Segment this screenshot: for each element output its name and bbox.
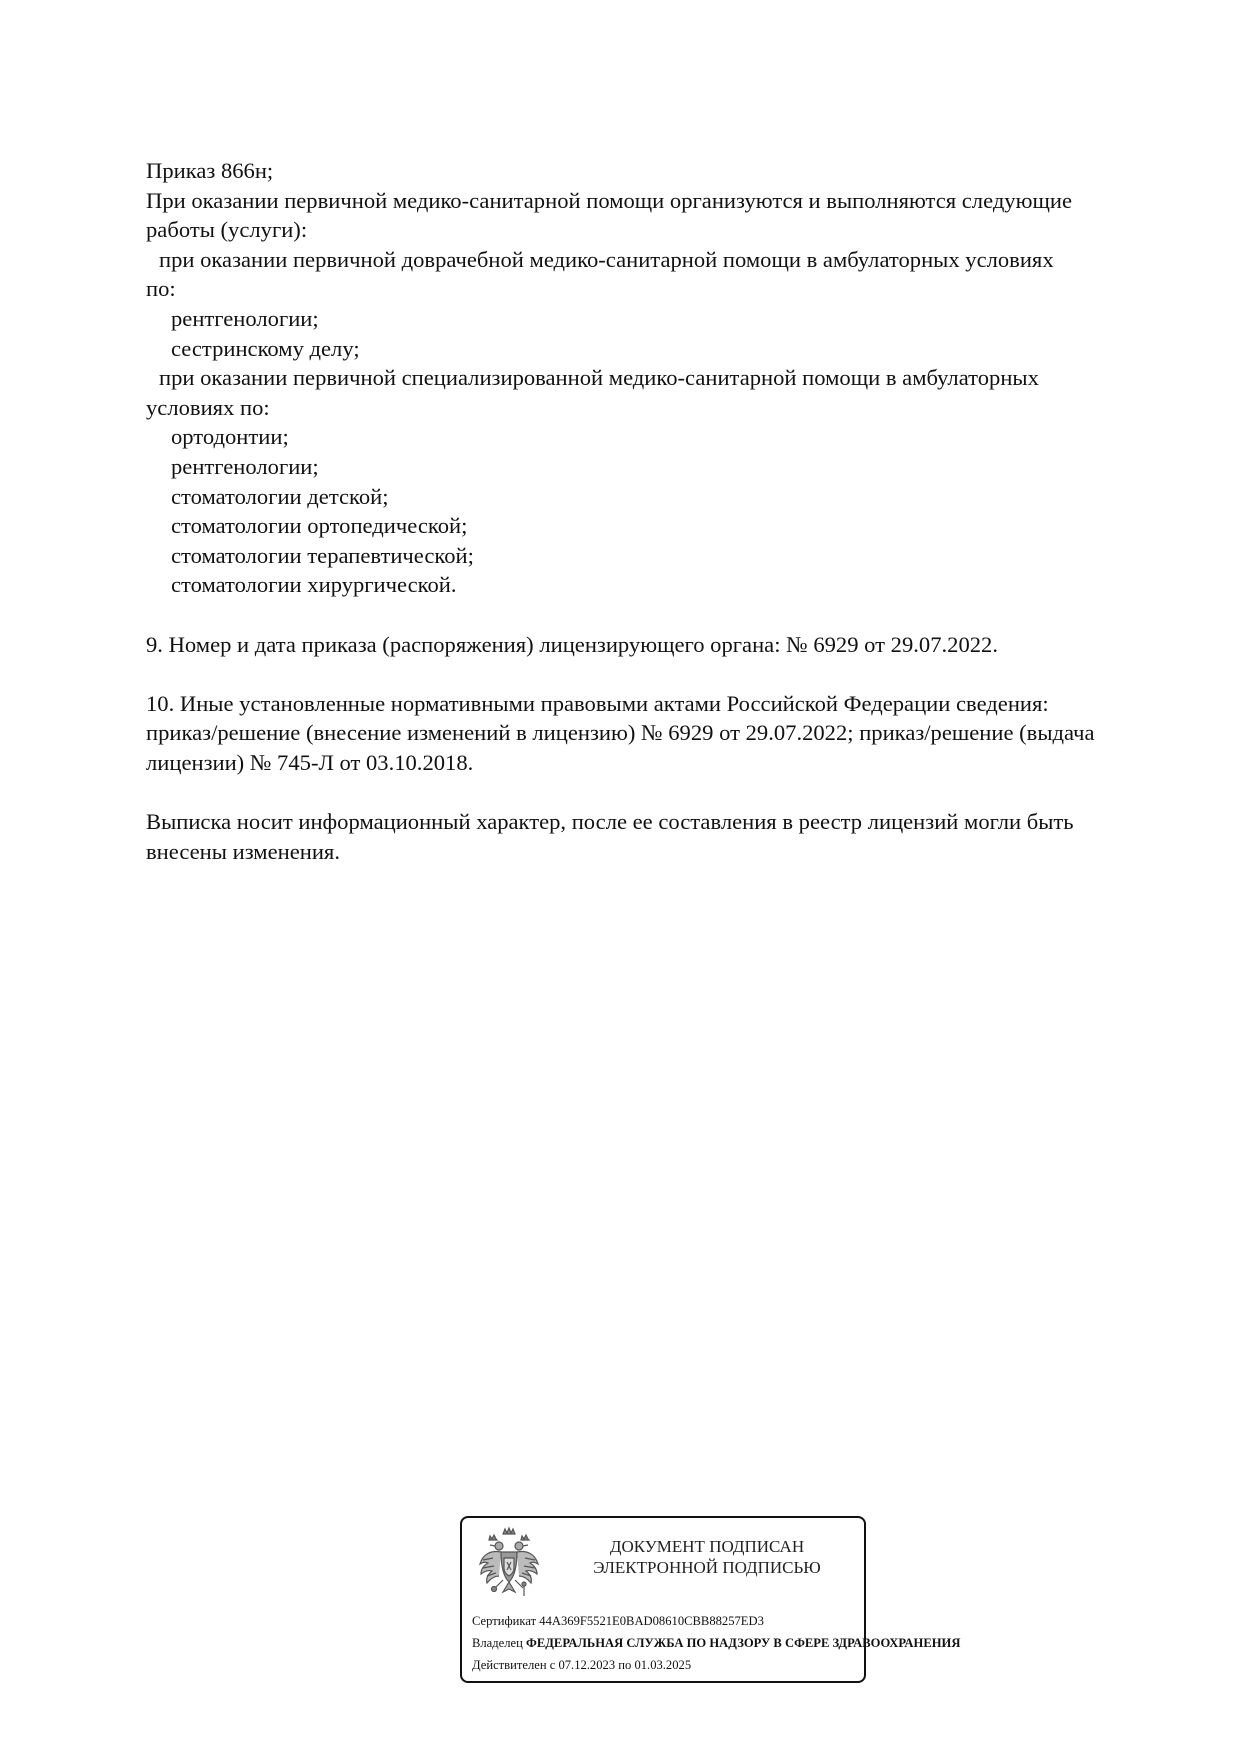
service-item: рентгенологии; — [171, 305, 319, 331]
service-item: ортодонтии; — [171, 424, 289, 450]
validity-period: Действителен с 07.12.2023 по 01.03.2025 — [472, 1658, 692, 1672]
disclaimer-line-1: Выписка носит информационный характер, после ее составления в реестр лицензий могли быть — [146, 809, 1074, 835]
stamp-title-line-2: ЭЛЕКТРОННОЙ ПОДПИСЬЮ — [593, 1558, 821, 1577]
services-intro-line-2: работы (услуги): — [146, 217, 308, 243]
russian-coat-of-arms-icon — [477, 1526, 541, 1606]
paragraph-gap — [146, 659, 1186, 689]
certificate-value: 44A369F5521E0BAD08610CBB88257ED3 — [539, 1614, 764, 1628]
service-item: стоматологии терапевтической; — [171, 542, 474, 568]
stamp-title-line-1: ДОКУМЕНТ ПОДПИСАН — [609, 1537, 805, 1556]
service-item: стоматологии ортопедической; — [171, 513, 468, 539]
specialized-care-heading-line-1: при оказании первичной специализированной медико-санитарной помощи в амбулаторных — [159, 365, 1039, 391]
stamp-details — [472, 1610, 960, 1676]
item-10-line-2: приказ/решение (внесение изменений в лицензию) № 6929 от 29.07.2022; приказ/решение (выдача — [146, 720, 1095, 746]
item-10-line-1: 10. Иные установленные нормативными правовыми актами Российской Федерации сведения: — [146, 690, 1049, 716]
disclaimer-line-2: внесены изменения. — [146, 838, 340, 864]
specialized-care-heading-line-2: условиях по: — [146, 394, 270, 420]
service-item: стоматологии хирургической. — [171, 572, 457, 598]
paragraph-gap — [146, 777, 1186, 807]
owner-row — [472, 1632, 960, 1654]
paragraph-gap — [146, 600, 1186, 630]
service-item: сестринскому делу; — [171, 335, 360, 361]
service-item: рентгенологии; — [171, 453, 319, 479]
document-body — [146, 156, 1186, 866]
item-9-order-number: 9. Номер и дата приказа (распоряжения) лицензирующего органа: № 6929 от 29.07.2022. — [146, 631, 998, 657]
pre-medical-care-heading-line-2: по: — [146, 276, 176, 302]
owner-label: Владелец — [472, 1636, 523, 1650]
service-item: стоматологии детской; — [171, 483, 389, 509]
certificate-row — [472, 1610, 960, 1632]
electronic-signature-stamp — [460, 1516, 961, 1683]
item-10-line-3: лицензии) № 745-Л от 03.10.2018. — [146, 749, 474, 775]
owner-value: ФЕДЕРАЛЬНАЯ СЛУЖБА ПО НАДЗОРУ В СФЕРЕ ЗДРАВООХРАНЕНИЯ — [526, 1636, 961, 1650]
stamp-title — [562, 1536, 852, 1578]
services-intro-line-1: При оказании первичной медико-санитарной помощи организуются и выполняются следующие — [146, 187, 1073, 213]
pre-medical-care-heading-line-1: при оказании первичной доврачебной медико-санитарной помощи в амбулаторных условиях — [159, 246, 1054, 272]
order-reference: Приказ 866н; — [146, 158, 274, 183]
certificate-label: Сертификат — [472, 1614, 537, 1628]
